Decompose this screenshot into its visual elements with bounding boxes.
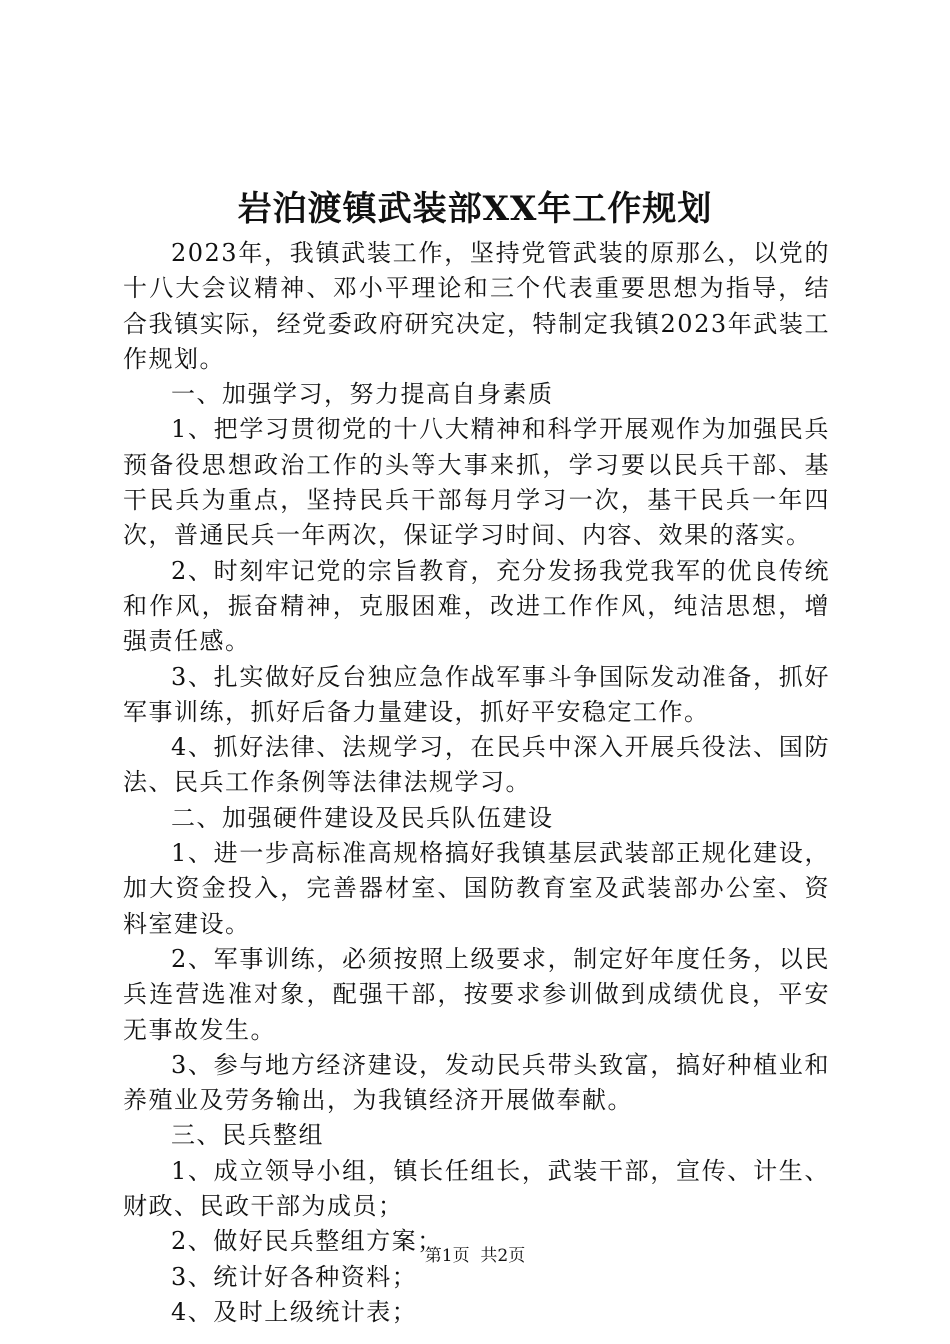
paragraph: 3、统计好各种资料； [171, 1262, 418, 1291]
paragraph: 1、成立领导小组，镇长任组长，武装干部，宣传、计生、财政、民政干部为成员； [123, 1156, 830, 1221]
paragraph: 1、把学习贯彻党的十八大精神和科学开展观作为加强民兵预备役思想政治工作的头等大事来抓，学习要以民兵干部、基干民兵为重点，坚持民兵干部每月学习一次，基干民兵一年四次，普通民兵一年两次，保证学习时间、内容、效果的落实。 [123, 415, 830, 550]
paragraph: 1、进一步高标准高规格搞好我镇基层武装部正规化建设，加大资金投入，完善器材室、国防教育室及武装部办公室、资料室建设。 [123, 839, 830, 938]
document-title: 岩泊渡镇武装部XX年工作规划 [237, 189, 713, 229]
section-heading-2: 二、加强硬件建设及民兵队伍建设 [171, 803, 554, 832]
page-total: 共2页 [480, 1246, 526, 1266]
page-footer [0, 1244, 950, 1268]
paragraph: 3、扎实做好反台独应急作战军事斗争国际发动准备，抓好军事训练，抓好后备力量建设，抓好平安稳定工作。 [123, 662, 830, 726]
paragraph: 4、抓好法律、法规学习，在民兵中深入开展兵役法、国防法、民兵工作条例等法律法规学习。 [123, 733, 830, 797]
paragraph: 4、及时上级统计表； [171, 1297, 418, 1326]
paragraph: 3、参与地方经济建设，发动民兵带头致富，搞好种植业和养殖业及劳务输出，为我镇经济开展做奉献。 [123, 1050, 830, 1115]
section-heading-1: 一、加强学习，努力提高自身素质 [171, 380, 554, 409]
paragraph: 2、做好民兵整组方案； [171, 1227, 443, 1256]
page-number: 第1页 [424, 1246, 470, 1266]
section-heading-3: 三、民兵整组 [171, 1121, 324, 1150]
paragraph: 2、时刻牢记党的宗旨教育，充分发扬我党我军的优良传统和作风，振奋精神，克服困难，改进工作作风，纯洁思想，增强责任感。 [123, 556, 830, 656]
paragraph: 2、军事训练，必须按照上级要求，制定好年度任务，以民兵连营选准对象，配强干部，按要求参训做到成绩优良，平安无事故发生。 [123, 944, 830, 1044]
document-body [123, 236, 830, 1330]
paragraph-intro: 2023年，我镇武装工作，坚持党管武装的原那么，以党的十八大会议精神、邓小平理论和三个代表重要思想为指导，结合我镇实际，经党委政府研究决定，特制定我镇2023年武装工作规划。 [123, 239, 830, 373]
